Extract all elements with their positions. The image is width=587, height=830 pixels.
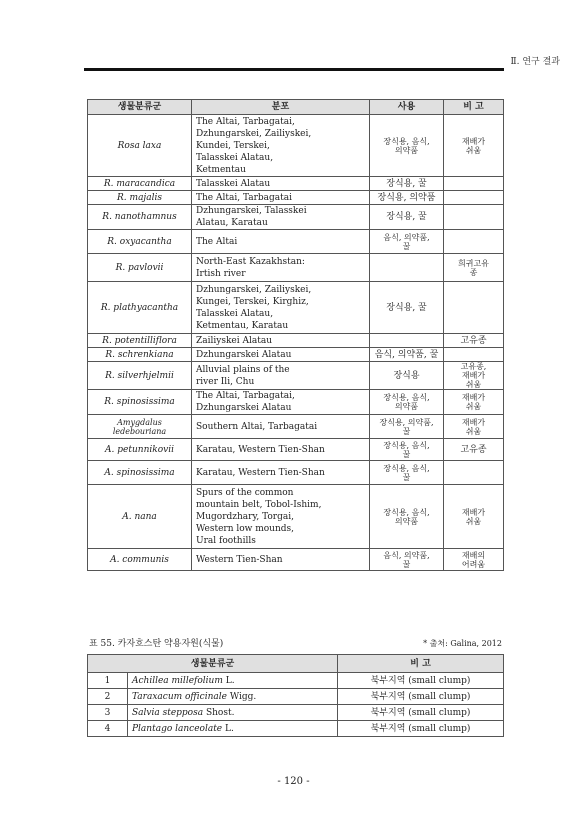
cell-line: Irtish river — [196, 268, 246, 279]
table-row — [88, 415, 504, 439]
cell-line: R. pavlovii — [115, 262, 164, 273]
note-cell — [444, 282, 504, 334]
table-row — [88, 334, 504, 348]
use-cell — [370, 485, 444, 549]
cell-line: Dzhungarskei, Talasskei — [196, 206, 307, 216]
cell-line: The Altai, Tarbagatai, — [196, 116, 295, 127]
header-distribution: 분포 — [192, 100, 370, 115]
cell-line: Dzhungarskei, Zailiyskei, — [196, 284, 312, 295]
header-use: 사용 — [370, 100, 444, 115]
use-cell — [370, 334, 444, 348]
cell-line: 쉬움 — [465, 516, 482, 526]
cell-line: 재배가 — [461, 371, 486, 380]
use-cell — [370, 348, 444, 362]
cell-line: 장식용, 의약품, — [379, 417, 434, 427]
cell-line: Karatau, Western Tien-Shan — [196, 467, 325, 478]
cell-line: The Altai, Tarbagatai — [196, 192, 293, 203]
table-row — [88, 362, 504, 390]
cell-line: 꿀 — [402, 241, 411, 251]
rosa-amygdalus-table — [87, 99, 504, 571]
cell-line: R. majalis — [117, 192, 162, 203]
note-cell — [444, 439, 504, 461]
note-cell — [444, 334, 504, 348]
cell-line: 장식용, 꿀 — [386, 178, 427, 189]
cell-line: Dzhungarskei Alatau — [196, 349, 292, 360]
distribution-cell — [192, 254, 370, 282]
cell-line: Ural foothills — [196, 535, 256, 546]
cell-line: 장식용, 음식, — [383, 440, 430, 450]
taxon-cell — [128, 673, 338, 689]
table-row — [88, 461, 504, 485]
cell-line: 음식, 의약품, 꿀 — [374, 349, 439, 360]
cell-line: 꿀 — [402, 449, 411, 459]
table-row — [88, 673, 504, 689]
table-row — [88, 348, 504, 362]
taxon-cell — [88, 439, 192, 461]
taxon-cell — [88, 334, 192, 348]
cell-line: 희귀고유 — [458, 258, 489, 268]
page-number: - 120 - — [277, 776, 310, 787]
taxon-cell — [88, 390, 192, 415]
cell-line: 고유종, — [460, 362, 487, 371]
cell-line: 재배가 — [461, 393, 486, 402]
cell-line: 의약품 — [394, 516, 419, 526]
taxon-cell — [88, 115, 192, 177]
cell-line: 고유종 — [460, 335, 487, 346]
cell-line: Kundei, Terskei, — [196, 140, 270, 151]
taxon-cell — [88, 191, 192, 205]
taxon-cell — [88, 461, 192, 485]
table-row — [88, 205, 504, 230]
table-row — [88, 485, 504, 549]
cell-line: 재배의 — [461, 550, 486, 560]
use-cell — [370, 390, 444, 415]
cell-line: 장식용, 의약품 — [377, 192, 436, 203]
taxon-cell — [128, 689, 338, 705]
cell-line: Western Tien-Shan — [196, 554, 283, 565]
cell-line: Mugordzhary, Torgai, — [196, 511, 294, 522]
table-row — [88, 254, 504, 282]
cell-line: ledebouriana — [112, 426, 167, 436]
note-cell — [444, 230, 504, 254]
note-cell — [444, 415, 504, 439]
header-note: 비 고 — [338, 655, 504, 673]
cell-line: R. silverhjelmii — [105, 370, 174, 381]
cell-line: 꿀 — [402, 472, 411, 482]
use-cell — [370, 230, 444, 254]
table-row — [88, 705, 504, 721]
distribution-cell — [192, 485, 370, 549]
cell-line: Rosa laxa — [117, 140, 162, 151]
distribution-cell — [192, 390, 370, 415]
species-name: Achillea millefolium — [132, 675, 223, 686]
medicinal-plants-table — [87, 654, 504, 737]
taxon-cell — [88, 177, 192, 191]
cell-line: 재배가 — [461, 507, 486, 517]
table-row — [88, 230, 504, 254]
cell-line: Southern Altai, Tarbagatai — [196, 421, 318, 432]
cell-line: Talasskei Alatau — [196, 178, 271, 189]
cell-line: 쉬움 — [465, 426, 482, 436]
header-rule — [84, 68, 504, 71]
species-author: L. — [225, 675, 235, 686]
cell-line: 장식용, 음식, — [383, 507, 430, 517]
cell-line: 재배가 — [461, 417, 486, 427]
cell-line: 의약품 — [394, 145, 419, 155]
note-cell — [444, 549, 504, 571]
distribution-cell — [192, 115, 370, 177]
distribution-cell — [192, 362, 370, 390]
row-number: 4 — [88, 721, 128, 737]
distribution-cell — [192, 205, 370, 230]
species-name: Salvia stepposa — [132, 707, 204, 718]
distribution-cell — [192, 461, 370, 485]
cell-line: 장식용 — [393, 370, 420, 381]
cell-line: A. spinosissima — [104, 467, 175, 478]
cell-line: R. nanothamnus — [102, 212, 177, 222]
taxon-cell — [128, 721, 338, 737]
header-taxon: 생물분류군 — [88, 655, 338, 673]
cell-line: 종 — [469, 267, 478, 277]
note-cell — [444, 485, 504, 549]
species-author: L. — [225, 723, 234, 734]
taxon-cell — [128, 705, 338, 721]
cell-line: Talasskei Alatau, — [196, 308, 274, 319]
use-cell — [370, 254, 444, 282]
cell-line: 쉬움 — [465, 145, 482, 155]
note-cell — [444, 254, 504, 282]
cell-line: North-East Kazakhstan: — [196, 256, 305, 267]
cell-line: R. oxyacantha — [107, 236, 172, 247]
cell-line: 꿀 — [402, 559, 411, 569]
cell-line: R. maracandica — [103, 178, 176, 189]
taxon-cell — [88, 362, 192, 390]
note-cell: 북부지역 (small clump) — [338, 673, 504, 689]
table-row — [88, 115, 504, 177]
table-row — [88, 549, 504, 571]
species-author: Wigg. — [229, 691, 257, 702]
cell-line: Karatau, Western Tien-Shan — [196, 444, 325, 455]
taxon-cell — [88, 254, 192, 282]
cell-line: Amygdalus — [117, 417, 162, 427]
table-header-row — [88, 100, 504, 115]
table-row — [88, 721, 504, 737]
use-cell — [370, 115, 444, 177]
cell-line: R. potentilliflora — [102, 335, 177, 346]
use-cell — [370, 282, 444, 334]
table-row — [88, 689, 504, 705]
cell-line: A. communis — [110, 554, 169, 565]
species-name: Taraxacum officinale — [132, 691, 227, 702]
taxon-cell — [88, 485, 192, 549]
cell-line: 장식용, 음식, — [383, 136, 430, 146]
table-source: * 출처: Galina, 2012 — [423, 639, 502, 648]
note-cell — [444, 177, 504, 191]
cell-line: 음식, 의약품, — [383, 232, 430, 242]
taxon-cell — [88, 549, 192, 571]
cell-line: 쉬움 — [465, 402, 482, 411]
distribution-cell — [192, 439, 370, 461]
cell-line: Ketmentau — [196, 164, 246, 175]
note-cell — [444, 461, 504, 485]
cell-line: 고유종 — [460, 444, 487, 455]
row-number: 1 — [88, 673, 128, 689]
cell-line: R. schrenkiana — [105, 349, 174, 360]
cell-line: 쉬움 — [465, 380, 482, 389]
taxon-cell — [88, 348, 192, 362]
cell-line: The Altai — [196, 236, 238, 247]
cell-line: Dzhungarskei, Zailiyskei, — [196, 128, 312, 139]
cell-line: 장식용, 음식, — [383, 463, 430, 473]
note-cell — [444, 348, 504, 362]
table-row — [88, 191, 504, 205]
use-cell — [370, 362, 444, 390]
taxon-cell — [88, 230, 192, 254]
table-caption: 표 55. 카자흐스탄 약용자원(식물) — [89, 639, 224, 649]
cell-line: A. nana — [122, 511, 157, 522]
distribution-cell — [192, 348, 370, 362]
table-header-row — [88, 655, 504, 673]
cell-line: 재배가 — [461, 136, 486, 146]
note-cell — [444, 390, 504, 415]
cell-line: 음식, 의약품, — [383, 550, 430, 560]
cell-line: Ketmentau, Karatau — [196, 320, 289, 331]
header-note: 비 고 — [444, 100, 504, 115]
row-number: 3 — [88, 705, 128, 721]
cell-line: 의약품 — [394, 402, 419, 411]
cell-line: Western low mounds, — [196, 523, 295, 534]
cell-line: A. petunnikovii — [105, 444, 174, 455]
cell-line: Kungei, Terskei, Kirghiz, — [196, 296, 309, 307]
table-row — [88, 439, 504, 461]
taxon-cell — [88, 205, 192, 230]
cell-line: 꿀 — [402, 426, 411, 436]
note-cell — [444, 205, 504, 230]
species-name: Plantago lanceolate — [132, 723, 223, 734]
distribution-cell — [192, 415, 370, 439]
cell-line: Dzhungarskei Alatau — [196, 403, 292, 413]
distribution-cell — [192, 282, 370, 334]
cell-line: 장식용, 꿀 — [386, 302, 427, 313]
cell-line: Alatau, Karatau — [196, 218, 268, 228]
use-cell — [370, 415, 444, 439]
cell-line: The Altai, Tarbagatai, — [196, 391, 295, 401]
cell-line: Alluvial plains of the — [196, 364, 290, 375]
note-cell: 북부지역 (small clump) — [338, 689, 504, 705]
use-cell — [370, 205, 444, 230]
use-cell — [370, 439, 444, 461]
taxon-cell — [88, 415, 192, 439]
cell-line: Spurs of the common — [196, 487, 294, 498]
use-cell — [370, 191, 444, 205]
table-row — [88, 390, 504, 415]
use-cell — [370, 461, 444, 485]
use-cell — [370, 177, 444, 191]
cell-line: Zailiyskei Alatau — [196, 335, 272, 346]
cell-line: Talasskei Alatau, — [196, 152, 274, 163]
note-cell — [444, 362, 504, 390]
note-cell: 북부지역 (small clump) — [338, 721, 504, 737]
distribution-cell — [192, 334, 370, 348]
note-cell — [444, 115, 504, 177]
row-number: 2 — [88, 689, 128, 705]
cell-line: R. plathyacantha — [100, 302, 179, 313]
cell-line: 어려움 — [461, 559, 486, 569]
note-cell — [444, 191, 504, 205]
cell-line: river Ili, Chu — [196, 376, 255, 387]
distribution-cell — [192, 549, 370, 571]
table-row — [88, 177, 504, 191]
cell-line: 장식용, 꿀 — [386, 212, 427, 222]
table-row — [88, 282, 504, 334]
header-taxon: 생물분류군 — [88, 100, 192, 115]
cell-line: 장식용, 음식, — [383, 393, 430, 402]
distribution-cell — [192, 177, 370, 191]
use-cell — [370, 549, 444, 571]
species-author: Shost. — [205, 707, 235, 718]
note-cell: 북부지역 (small clump) — [338, 705, 504, 721]
running-header: Ⅱ. 연구 결과 — [510, 57, 560, 67]
taxon-cell — [88, 282, 192, 334]
distribution-cell — [192, 230, 370, 254]
cell-line: R. spinosissima — [104, 397, 175, 407]
cell-line: mountain belt, Tobol-Ishim, — [196, 499, 322, 510]
distribution-cell — [192, 191, 370, 205]
